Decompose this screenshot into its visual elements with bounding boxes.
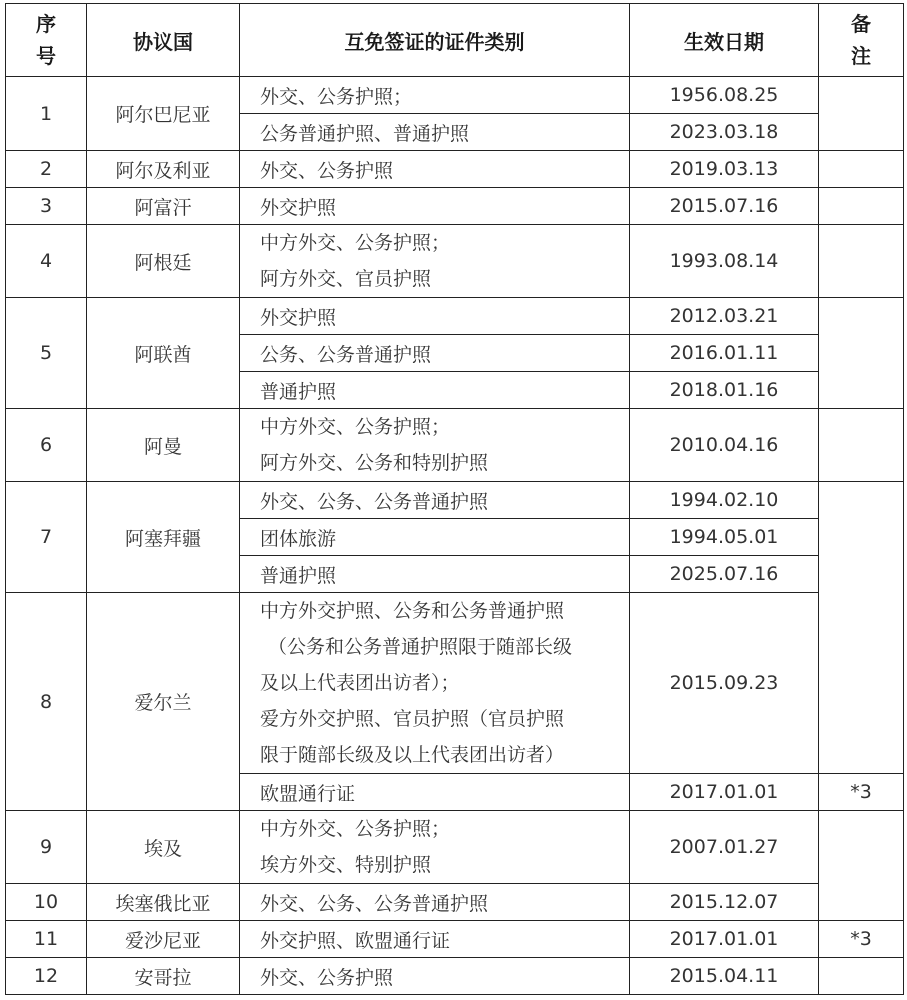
header-country: 协议国 [87, 4, 240, 77]
row-number: 1 [6, 77, 87, 151]
note-cell [819, 482, 904, 774]
row-number: 4 [6, 225, 87, 298]
document-type-cell [240, 225, 630, 298]
country-cell: 阿尔及利亚 [87, 151, 240, 188]
document-type-line: 中方外交、公务护照； [260, 818, 451, 840]
header-row [6, 4, 904, 77]
row-number: 9 [6, 811, 87, 884]
header-effective-date: 生效日期 [630, 4, 819, 77]
date-cell: 2007.01.27 [630, 811, 819, 884]
row-number: 3 [6, 188, 87, 225]
document-type-cell: 欧盟通行证 [240, 774, 630, 811]
date-cell: 2012.03.21 [630, 298, 819, 335]
table-row [6, 225, 904, 298]
document-type-cell: 外交护照、欧盟通行证 [240, 921, 630, 958]
document-type-cell: 公务普通护照、普通护照 [240, 114, 630, 151]
visa-exemption-table [5, 3, 904, 995]
document-type-line: 限于随部长级及以上代表团出访者） [260, 744, 565, 766]
document-type-line: 阿方外交、官员护照 [260, 268, 432, 290]
table-row [6, 77, 904, 114]
document-type-cell: 普通护照 [240, 556, 630, 593]
note-cell [819, 811, 904, 921]
table-row [6, 593, 904, 774]
row-number: 11 [6, 921, 87, 958]
document-type-line: 中方外交、公务护照； [260, 232, 451, 254]
note-cell [819, 958, 904, 995]
country-cell: 阿根廷 [87, 225, 240, 298]
date-cell: 1994.02.10 [630, 482, 819, 519]
date-cell: 1993.08.14 [630, 225, 819, 298]
header-note-line1: 备 [851, 12, 871, 36]
document-type-line: （公务和公务普通护照限于随部长级 [268, 636, 573, 658]
table-row [6, 298, 904, 335]
date-cell: 2018.01.16 [630, 372, 819, 409]
country-cell: 阿尔巴尼亚 [87, 77, 240, 151]
note-cell [819, 151, 904, 188]
document-type-cell: 外交护照 [240, 298, 630, 335]
row-number: 8 [6, 593, 87, 811]
country-cell: 爱沙尼亚 [87, 921, 240, 958]
date-cell: 2017.01.01 [630, 921, 819, 958]
row-number: 2 [6, 151, 87, 188]
note-cell [819, 298, 904, 409]
document-type-cell [240, 409, 630, 482]
date-cell: 2017.01.01 [630, 774, 819, 811]
date-cell: 2010.04.16 [630, 409, 819, 482]
row-number: 12 [6, 958, 87, 995]
country-cell: 安哥拉 [87, 958, 240, 995]
table-row [6, 409, 904, 482]
note-cell [819, 225, 904, 298]
document-type-cell: 外交、公务、公务普通护照 [240, 884, 630, 921]
date-cell: 2015.09.23 [630, 593, 819, 774]
document-type-line: 阿方外交、公务和特别护照 [260, 452, 489, 474]
header-note [819, 4, 904, 77]
row-number: 5 [6, 298, 87, 409]
table-row [6, 811, 904, 884]
note-cell [819, 409, 904, 482]
country-cell: 阿曼 [87, 409, 240, 482]
country-cell: 埃及 [87, 811, 240, 884]
row-number: 10 [6, 884, 87, 921]
date-cell: 2016.01.11 [630, 335, 819, 372]
country-cell: 爱尔兰 [87, 593, 240, 811]
row-number: 7 [6, 482, 87, 593]
document-type-line: 爱方外交护照、官员护照（官员护照 [260, 708, 565, 730]
table-row [6, 958, 904, 995]
country-cell: 阿富汗 [87, 188, 240, 225]
document-type-cell: 外交、公务护照； [240, 77, 630, 114]
document-type-cell: 外交、公务护照 [240, 151, 630, 188]
document-type-cell: 外交、公务、公务普通护照 [240, 482, 630, 519]
note-cell: *3 [819, 774, 904, 811]
row-number: 6 [6, 409, 87, 482]
header-no-line1: 序 [36, 12, 56, 36]
document-type-cell: 外交、公务护照 [240, 958, 630, 995]
header-document-type: 互免签证的证件类别 [240, 4, 630, 77]
note-cell: *3 [819, 921, 904, 958]
document-type-cell: 外交护照 [240, 188, 630, 225]
document-type-cell [240, 593, 630, 774]
table-row [6, 921, 904, 958]
document-type-cell: 普通护照 [240, 372, 630, 409]
date-cell: 2015.04.11 [630, 958, 819, 995]
document-type-line: 及以上代表团出访者）； [260, 672, 460, 694]
country-cell: 埃塞俄比亚 [87, 884, 240, 921]
date-cell: 2015.12.07 [630, 884, 819, 921]
document-type-line: 中方外交护照、公务和公务普通护照 [260, 600, 565, 622]
document-type-cell [240, 811, 630, 884]
note-cell [819, 188, 904, 225]
table-row [6, 884, 904, 921]
document-type-cell: 团体旅游 [240, 519, 630, 556]
country-cell: 阿塞拜疆 [87, 482, 240, 593]
document-type-line: 中方外交、公务护照； [260, 416, 451, 438]
date-cell: 1956.08.25 [630, 77, 819, 114]
date-cell: 2025.07.16 [630, 556, 819, 593]
table-row [6, 482, 904, 519]
document-type-cell: 公务、公务普通护照 [240, 335, 630, 372]
table-row [6, 151, 904, 188]
date-cell: 2023.03.18 [630, 114, 819, 151]
date-cell: 1994.05.01 [630, 519, 819, 556]
country-cell: 阿联酋 [87, 298, 240, 409]
date-cell: 2015.07.16 [630, 188, 819, 225]
header-no [6, 4, 87, 77]
date-cell: 2019.03.13 [630, 151, 819, 188]
document-type-line: 埃方外交、特别护照 [260, 854, 432, 876]
header-no-line2: 号 [36, 44, 56, 68]
table-row [6, 188, 904, 225]
header-note-line2: 注 [851, 44, 871, 68]
note-cell [819, 77, 904, 151]
